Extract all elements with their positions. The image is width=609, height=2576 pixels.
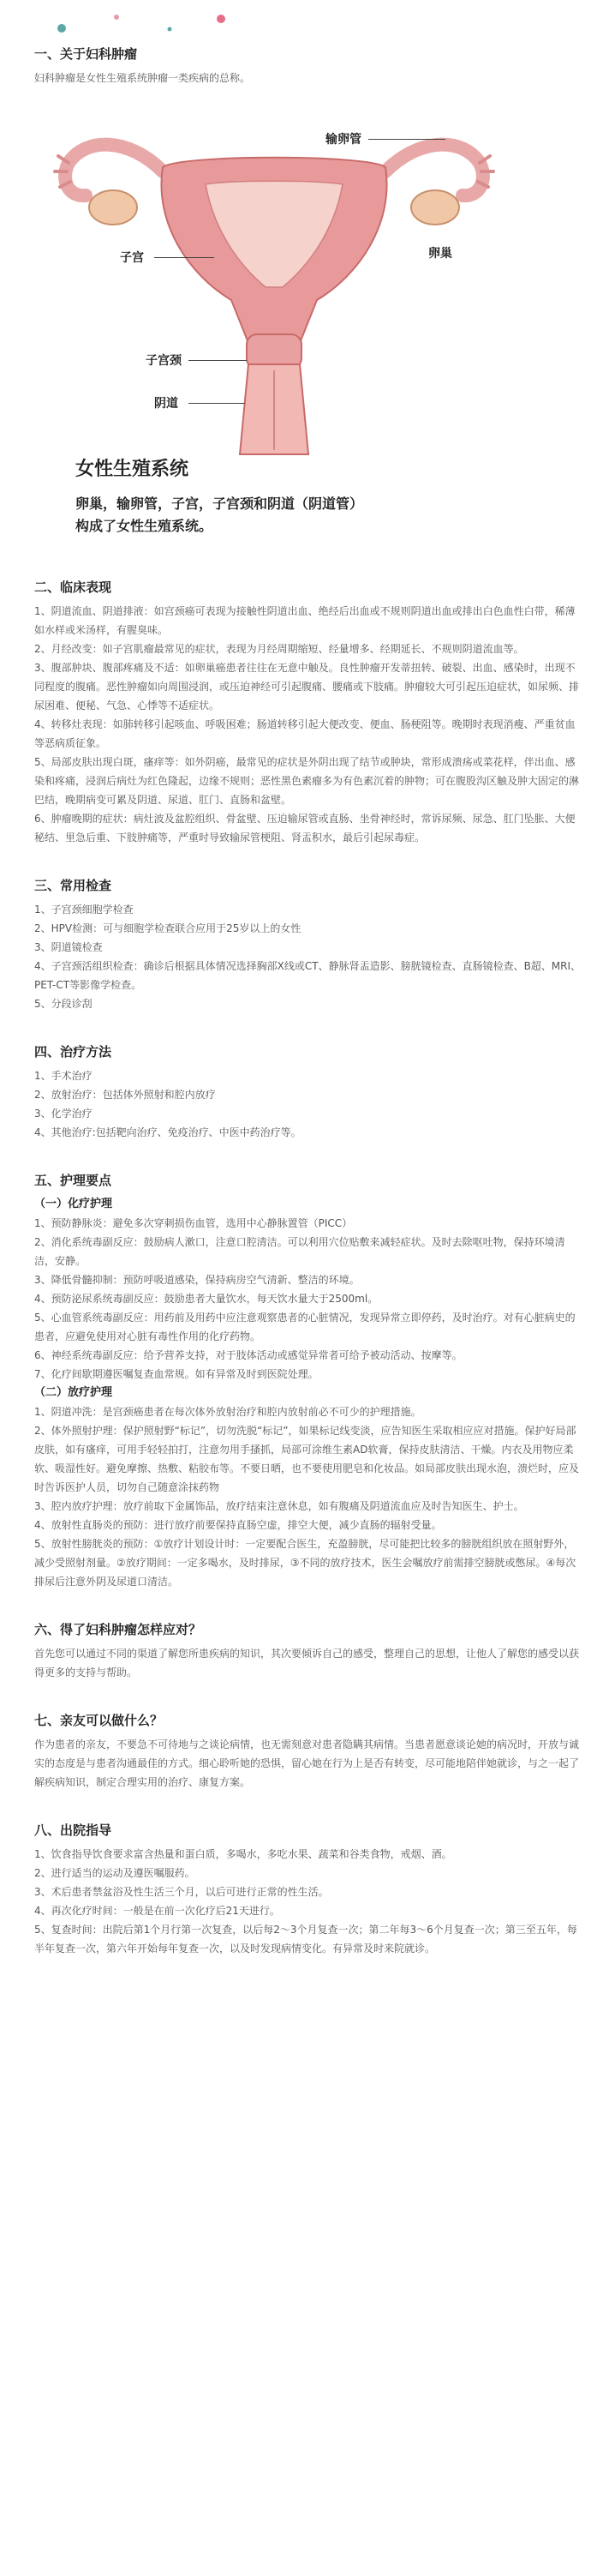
list-item: 6、肿瘤晚期的症状：病灶波及盆腔组织、骨盆壁、压迫输尿管或直肠、坐骨神经时，常诉尿频、尿急、肛门坠胀、大便秘结、里急后重、下肢肿痛等，严重时导致输尿管梗阻、肾盂积水，最后引起尿毒症。 [34,813,576,844]
deco-dot [114,15,119,20]
section-title: 七、亲友可以做什么？ [34,1713,164,1728]
section-clinical [34,578,582,847]
deco-dot [168,27,172,32]
section-about [34,45,582,87]
list-item: 4、再次化疗时间：一般是在前一次化疗后21天进行。 [34,1905,280,1917]
label-ovary: 卵巢 [428,247,452,261]
list-item: 3、降低骨髓抑制：预防呼吸道感染，保持病房空气清新、整洁的环境。 [34,1274,360,1286]
list-item: 7、化疗间歇期遵医嘱复查血常规。如有异常及时到医院处理。 [34,1368,319,1380]
section-family [34,1711,582,1792]
list-item: 2、月经改变：如子宫肌瘤最常见的症状，表现为月经周期缩短、经量增多、经期延长、不规则阴道流血等。 [34,643,524,655]
list-item: 5、放射性膀胱炎的预防：①放疗计划设计时：一定要配合医生，充盈膀胱，尽可能把比较多的膀胱组织放在照射野外，减少受照射剂量。②放疗期间：一定多喝水，及时排尿，③不同的放疗技术，医生会嘱放疗前需排空膀胱或憋尿。④每次排尿后注意外阴及尿道口清洁。 [34,1538,576,1588]
list-item: 1、阴道流血、阴道排液：如宫颈癌可表现为接触性阴道出血、绝经后出血或不规则阴道出血或排出白色血性白带，稀薄如水样或米汤样，有腥臭味。 [34,605,576,636]
list-item: 6、神经系统毒副反应：给予营养支持，对于肢体活动或感觉异常者可给予被动活动、按摩等。 [34,1349,463,1361]
list-item: 4、子宫颈活组织检查：确诊后根据具体情况选择胸部X线或CT、静脉肾盂造影、膀胱镜检查、直肠镜检查、B超、MRI、PET-CT等影像学检查。 [34,960,582,991]
figure-caption-title: 女性生殖系统 [75,459,189,480]
reproductive-system-figure [34,103,514,549]
list-item: 5、心血管系统毒副反应：用药前及用药中应注意观察患者的心脏情况，发现异常立即停药，及时治疗。对有心脏病史的患者，应避免使用对心脏有毒性作用的化疗药物。 [34,1312,576,1342]
list-item: 3、阴道镜检查 [34,941,103,953]
deco-dot [57,24,66,33]
label-oviduct: 输卵管 [325,133,361,147]
list-item: 2、消化系统毒副反应：鼓励病人漱口，注意口腔清洁。可以利用穴位贴敷来减轻症状。及时去除呕吐物，保持环境清洁，安静。 [34,1236,565,1267]
pointer-line [188,403,245,404]
label-cervix: 子宫颈 [146,354,182,368]
section-paragraph: 作为患者的亲友，不要急不可待地与之谈论病情，也无需刻意对患者隐瞒其病情。当患者愿意谈论她的病况时，开放与诚实的态度是与患者沟通最佳的方式。细心聆听她的恐惧，留心她在行为上是否有转变，尽可能地陪伴她就诊，与之一起了解疾病知识，制定合理实用的治疗、康复方案。 [34,1738,580,1788]
figure-caption-line: 卵巢，输卵管，子宫，子宫颈和阴道（阴道管） [75,495,364,512]
section-title: 二、临床表现 [34,579,112,595]
article-body [34,45,582,1958]
figure-caption-line: 构成了女性生殖系统。 [75,518,213,534]
list-item: 1、饮食指导饮食要求富含热量和蛋白质，多喝水，多吃水果、蔬菜和谷类食物，戒烟、酒。 [34,1848,452,1860]
pointer-line [154,257,214,258]
list-item: 1、预防静脉炎：避免多次穿刺损伤血管，选用中心静脉置管（PICC） [34,1217,353,1229]
subsection-title: （二）放疗护理 [34,1386,113,1399]
label-uterus: 子宫 [120,251,144,265]
pointer-line [188,360,247,361]
pointer-line [368,139,445,140]
list-item: 1、子宫颈细胞学检查 [34,904,134,916]
list-item: 5、局部皮肤出现白斑，瘙痒等：如外阴癌，最常见的症状是外阴出现了结节或肿块，常形成溃疡或菜花样，伴出血、感染和疼痛，浸润后病灶为红色隆起，边缘不规则；恶性黑色素瘤多为有色素沉着的肿物；可在腹股沟区触及肿大固定的淋巴结，晚期病变可累及阴道、尿道、肛门、直肠和盆壁。 [34,756,580,806]
section-title: 三、常用检查 [34,878,112,893]
list-item: 1、阴道冲洗：是宫颈癌患者在每次体外放射治疗和腔内放射前必不可少的护理措施。 [34,1406,421,1418]
list-item: 2、体外照射护理：保护照射野“标记”，切勿洗脱“标记”，如果标记线变淡，应告知医生采取相应应对措施。保护好局部皮肤，如有瘙痒，可用手轻轻拍打，注意勿用手搔抓，局部可涂维生素AD软膏，保持皮肤清洁、干燥。内衣及用物应柔软、吸湿性好。避免摩擦、热敷、粘胶布等。不要日晒，也不要使用肥皂和化妆品。如局部皮肤出现水泡，溃烂时，应及时告诉医护人员，切勿自己随意涂抹药物 [34,1425,580,1493]
subsection-title: （一）化疗护理 [34,1198,113,1210]
header-decoration [0,0,609,43]
section-treatment [34,1042,582,1142]
section-exams [34,876,582,1013]
list-item: 3、化学治疗 [34,1108,93,1120]
list-item: 3、腔内放疗护理：放疗前取下金属饰品，放疗结束注意休息，如有腹痛及阴道流血应及时告知医生、护士。 [34,1500,524,1512]
section-discharge [34,1821,582,1958]
list-item: 5、复查时间：出院后第1个月行第一次复查，以后每2～3个月复查一次；第二年每3～6个月复查一次；第三至五年，每半年复查一次，第六年开始每年复查一次，以及时发现病情变化。有异常及时来院就诊。 [34,1924,577,1955]
list-item: 2、放射治疗：包括体外照射和腔内放疗 [34,1089,216,1101]
list-item: 1、手术治疗 [34,1070,93,1082]
section-nursing [34,1171,582,1591]
section-title: 六、得了妇科肿瘤怎样应对？ [34,1622,202,1637]
list-item: 3、术后患者禁盆浴及性生活三个月，以后可进行正常的性生活。 [34,1886,329,1898]
section-coping [34,1620,582,1682]
uterus-illustration [34,103,514,463]
section-title: 四、治疗方法 [34,1044,112,1060]
section-title: 五、护理要点 [34,1173,112,1188]
list-item: 3、腹部肿块、腹部疼痛及不适：如卵巢癌患者往往在无意中触及。良性肿瘤开发蒂扭转、破裂、出血、感染时，出现不同程度的腹痛。恶性肿瘤如向周围浸润，或压迫神经可引起腹痛、腰痛或下肢痛。肿瘤较大可引起压迫症状，如尿频、排尿困难、便秘、气急、心悸等不适症状。 [34,662,580,712]
list-item: 4、预防泌尿系统毒副反应：鼓励患者大量饮水，每天饮水量大于2500ml。 [34,1293,379,1305]
list-item: 4、放射性直肠炎的预防：进行放疗前要保持直肠空虚，排空大便，减少直肠的辐射受量。 [34,1519,442,1531]
list-item: 5、分段诊刮 [34,998,93,1010]
list-item: 4、其他治疗:包括靶向治疗、免疫治疗、中医中药治疗等。 [34,1126,302,1138]
ovary-right [411,190,459,225]
list-item: 2、进行适当的运动及遵医嘱服药。 [34,1867,195,1879]
section-title: 一、关于妇科肿瘤 [34,46,138,62]
list-item: 4、转移灶表现：如肺转移引起咳血、呼吸困难；肠道转移引起大便改变、便血、肠梗阻等。晚期时表现消瘦、严重贫血等恶病质征象。 [34,718,576,749]
list-item: 2、HPV检测：可与细胞学检查联合应用于25岁以上的女性 [34,922,302,934]
ovary-left [89,190,137,225]
figure-caption [75,493,487,537]
label-vagina: 阴道 [154,397,178,411]
deco-dot [217,15,225,23]
section-title: 八、出院指导 [34,1822,112,1838]
section-paragraph: 妇科肿瘤是女性生殖系统肿瘤一类疾病的总称。 [34,72,251,84]
section-paragraph: 首先您可以通过不同的渠道了解您所患疾病的知识，其次要倾诉自己的感受，整理自己的思想，让他人了解您的感受以获得更多的支持与帮助。 [34,1648,580,1678]
